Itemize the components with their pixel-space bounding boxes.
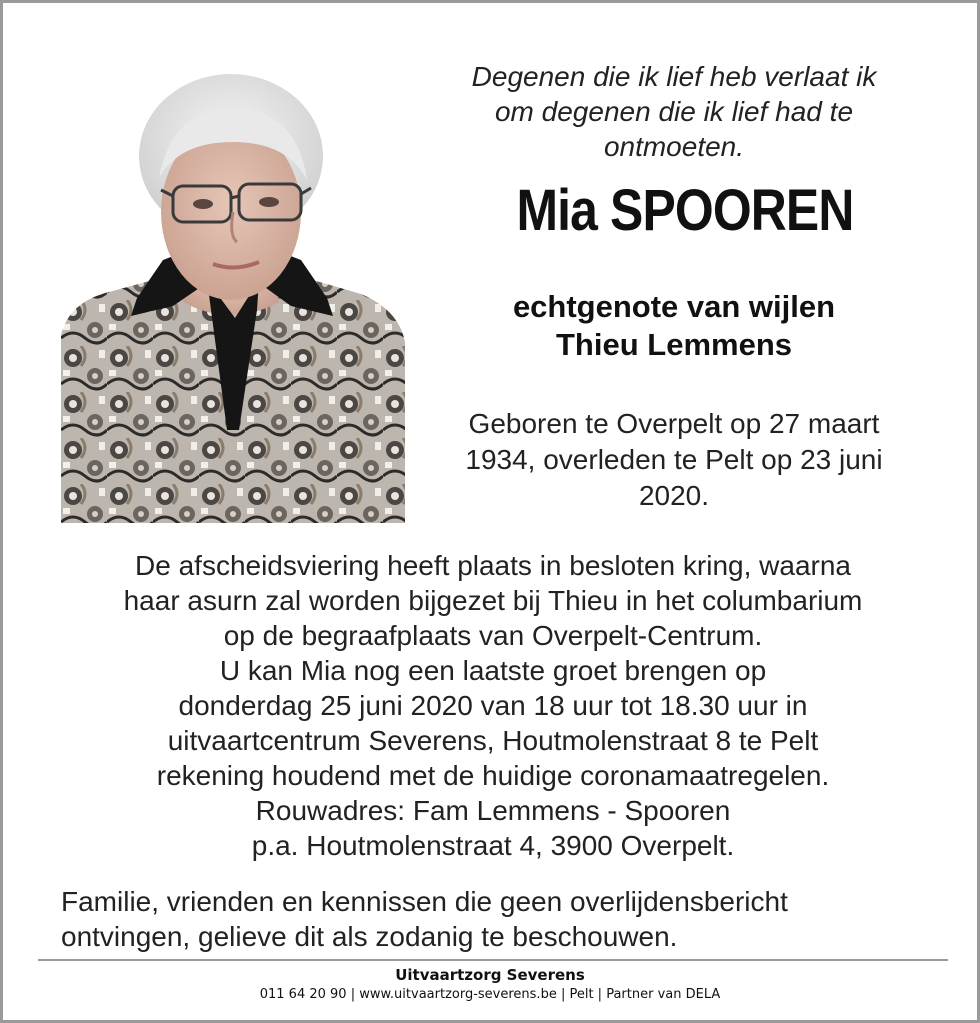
details-line: Rouwadres: Fam Lemmens - Spooren [255, 795, 731, 826]
details-line: p.a. Houtmolenstraat 4, 3900 Overpelt. [251, 830, 735, 861]
details-line: op de begraafplaats van Overpelt-Centrum. [223, 620, 763, 651]
details-line: donderdag 25 juni 2020 van 18 uur tot 18.30 uur in [178, 690, 808, 721]
birth-death-dates [435, 406, 913, 514]
details-line: De afscheidsviering heeft plaats in besloten kring, waarna [135, 550, 851, 581]
dates-line: Geboren te Overpelt op 27 maart [468, 408, 880, 439]
spouse-info [435, 288, 913, 364]
quote-line: Degenen die ik lief heb verlaat ik [471, 61, 877, 92]
family-notice [61, 884, 941, 954]
details-line: U kan Mia nog een laatste groet brengen op [219, 655, 767, 686]
funeral-home-name: Uitvaartzorg Severens [395, 966, 585, 984]
portrait-photo [61, 70, 405, 523]
quote-line: om degenen die ik lief had te [494, 96, 854, 127]
details-line: haar asurn zal worden bijgezet bij Thieu in het columbarium [123, 585, 863, 616]
family-line: ontvingen, gelieve dit als zodanig te beschouwen. [61, 921, 678, 952]
dates-line: 2020. [638, 480, 710, 511]
funeral-home-contact: 011 64 20 90 | www.uitvaartzorg-severens.be | Pelt | Partner van DELA [259, 987, 721, 1002]
details-line: rekening houdend met de huidige coronamaatregelen. [156, 760, 830, 791]
spouse-line: echtgenote van wijlen [512, 289, 836, 324]
portrait-image [61, 70, 405, 523]
spouse-line: Thieu Lemmens [556, 327, 792, 362]
memorial-quote [435, 59, 913, 164]
quote-line: ontmoeten. [603, 131, 745, 162]
family-line: Familie, vrienden en kennissen die geen overlijdensbericht [61, 886, 788, 917]
footer-divider [38, 959, 948, 961]
ceremony-details [43, 548, 943, 863]
details-line: uitvaartcentrum Severens, Houtmolenstraat 8 te Pelt [167, 725, 819, 756]
dates-line: 1934, overleden te Pelt op 23 juni [465, 444, 883, 475]
deceased-name: Mia SPOOREN [516, 178, 854, 243]
